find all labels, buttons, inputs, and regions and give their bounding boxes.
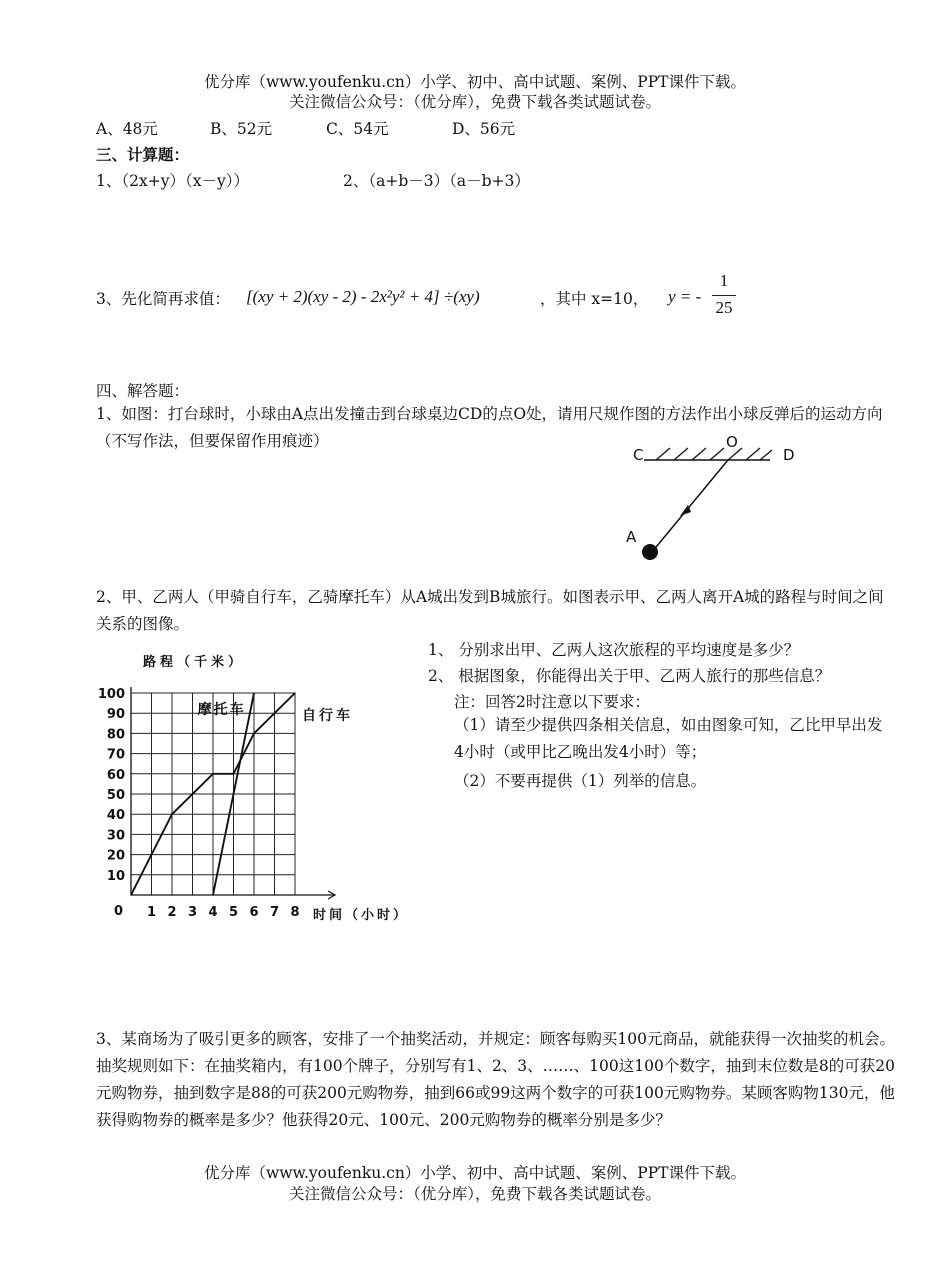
footer-line-1: 优分库（www.youfenku.cn）小学、初中、高中试题、案例、PPT课件下载。 [203,1164,747,1182]
ball-a [642,544,658,560]
solve-question-3: 3、某商场为了吸引更多的顾客，安排了一个抽奖活动，并规定：顾客每购买100元商品，就能获得一次抽奖的机会。抽奖规则如下：在抽奖箱内，有100个牌子，分别写有1、2、3、……、100这100个数字，抽到末位数是8的可获20元购物券，抽到数字是88的可获200元购物券，抽到66或99这两个数字的可获100元购物券。某顾客购物130元，他获得购物券的概率是多少？他获得20元、100元、200元购物券的概率分别是多少？ [96,1030,895,1129]
section-3-title: 三、计算题： [96,146,190,164]
calc-question-3-condition: ，其中 x=10， [540,290,649,308]
footer-line-2: 关注微信公众号：（优分库），免费下载各类试题试卷。 [288,1185,661,1203]
y-tick-label: 40 [106,808,125,824]
calc-question-3-prefix: 3、先化简再求值： [96,290,230,308]
series-label-motorbike: 摩托车 [197,702,246,718]
solve-question-1: 1、如图：打台球时，小球由A点出发撞击到台球桌边CD的点O处，请用尺规作图的方法作出小球反弹后的运动方向（不写作法，但要保留作用痕迹） [96,405,883,450]
y-tick-label: 50 [106,788,125,803]
label-c: C [633,446,644,464]
q2-note-1: （1）请至少提供四条相关信息，如由图象可知，乙比甲早出发4小时（或甲比乙晚出发4小时）等； [454,716,883,761]
header-line-1: 优分库（www.youfenku.cn）小学、初中、高中试题、案例、PPT课件下载。 [203,73,747,91]
x-tick-label: 6 [249,905,259,920]
x-tick-label: 5 [228,905,239,920]
solve-question-2: 2、甲、乙两人（甲骑自行车，乙骑摩托车）从A城出发到B城旅行。如图表示甲、乙两人离开A城的路程与时间之间关系的图像。 [96,588,884,633]
origin-label: 0 [113,904,123,919]
table-edge-hatching [656,448,772,460]
series-label-bicycle: 自行车 [302,708,353,724]
fraction-bar [712,295,736,296]
distance-time-chart [90,645,420,935]
label-d: D [783,446,795,464]
y-tick-label: 30 [106,828,125,844]
x-tick-label: 2 [167,905,177,920]
data-point [253,733,254,734]
q2-item-1: 1、 分别求出甲、乙两人这次旅程的平均速度是多少？ [428,641,800,659]
section-4-title: 四、解答题： [96,382,190,400]
fraction-denominator: 25 [715,298,733,317]
y-tick-label: 80 [106,727,125,743]
ball-path [652,460,728,552]
choice-b: B、52元 [210,120,273,138]
data-point [171,814,172,815]
calc-question-1: 1、（2x+y）（x－y）） [96,172,249,190]
choice-d: D、56元 [452,120,516,138]
label-a: A [626,528,637,546]
x-tick-label: 3 [187,905,198,920]
q2-item-2: 2、 根据图象，你能得出关于甲、乙两人旅行的那些信息？ [428,667,831,685]
x-tick-label: 8 [290,905,300,920]
q2-note: 注：回答2时注意以下要求： [454,693,650,711]
header-line-2: 关注微信公众号：（优分库），免费下载各类试题试卷。 [288,93,661,111]
calc-question-3-y: y = - [668,287,702,306]
x-tick-label: 7 [269,905,280,920]
fraction-numerator: 1 [719,271,729,290]
data-point [212,894,213,895]
x-tick-label: 1 [146,905,157,920]
calc-question-3-expression: [(xy + 2)(xy - 2) - 2x²y² + 4] ÷(xy) [246,287,480,306]
x-tick-label: 4 [208,905,218,920]
billiards-figure [620,430,810,570]
y-tick-label: 10 [106,868,125,884]
label-o: O [726,433,738,451]
choice-a: A、48元 [96,120,158,138]
y-tick-label: 60 [106,767,125,783]
data-point [130,894,131,895]
data-point [253,692,254,693]
y-tick-label: 20 [106,848,125,864]
data-point [294,692,295,693]
x-axis-title: 时间（小时） [313,908,410,923]
y-tick-label: 100 [97,687,125,702]
q2-note-2: （2）不要再提供（1）列举的信息。 [454,772,707,790]
data-point [212,773,213,774]
choice-c: C、54元 [326,120,389,138]
data-point [233,773,234,774]
y-axis-title: 路程（千米） [143,655,246,670]
y-tick-label: 70 [106,747,125,763]
y-tick-label: 90 [106,707,125,723]
calc-question-2: 2、（a+b－3）（a－b+3） [343,172,530,190]
